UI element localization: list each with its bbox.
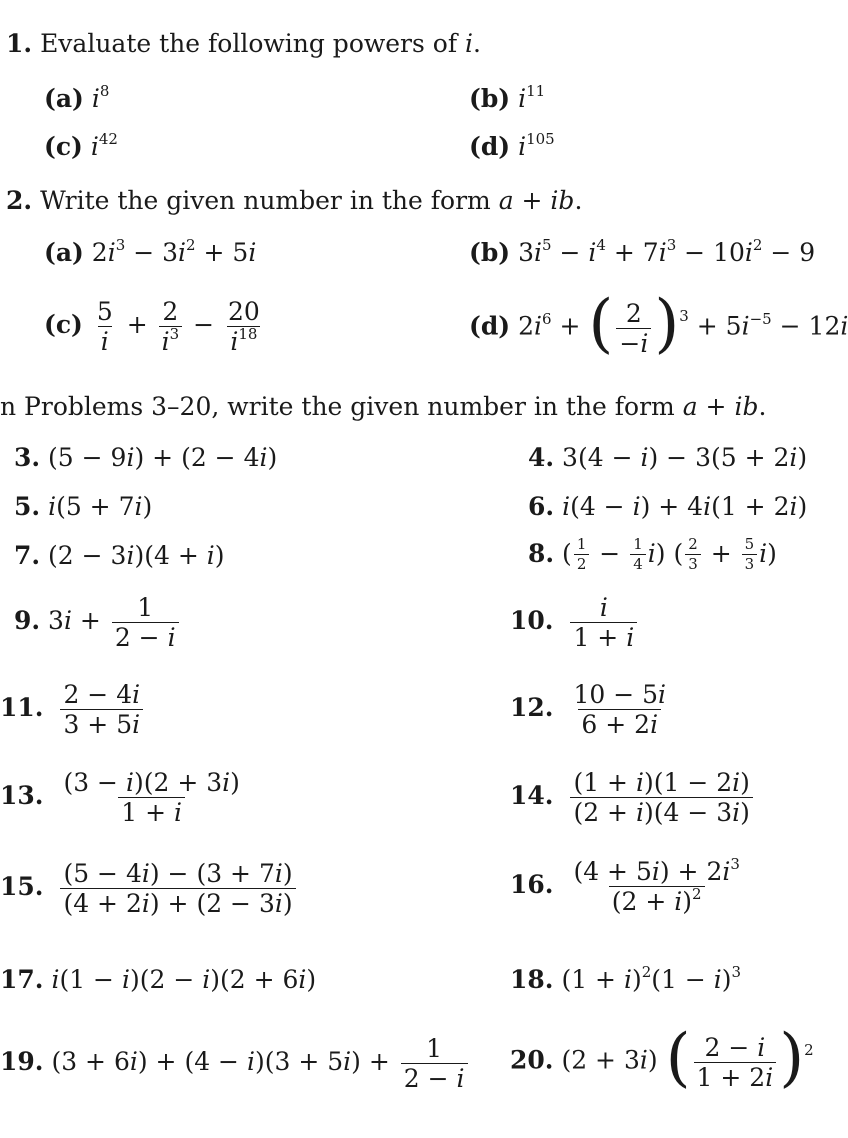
part-label: (c) (44, 132, 83, 161)
problem-2d: (d) $2i^6$ + ( $\frac{2}{-i}$ )$^3 + 5i^{-5} - 12i$ (469, 287, 848, 361)
problem-number: 9. (14, 606, 41, 635)
part-label: (d) (469, 132, 511, 161)
problem-number: 14. (510, 781, 554, 810)
problem-1-heading: 1. Evaluate the following powers of i. (6, 29, 481, 58)
problem-1d: (d) $i^{105}$ (469, 130, 555, 161)
problem-3: 3. (5 − 9i) + (2 − 4i) (14, 443, 278, 472)
problem-1a: (a) $i^8$ (44, 82, 110, 113)
problem-number: 10. (510, 606, 554, 635)
problem-number: 12. (510, 693, 554, 722)
problem-2-heading: 2. Write the given number in the form a + ib. (6, 186, 583, 215)
problem-number: 1. (6, 29, 33, 58)
problem-17: 17. i(1 − i)(2 − i)(2 + 6i) (0, 965, 317, 994)
problem-16: 16. $\frac{(4 + 5i) + 2i^3}{(2 + i)^2}$ (510, 855, 740, 916)
problem-1c: (c) $i^{42}$ (44, 130, 118, 161)
problem-18: 18. $(1 + i)^2(1 - i)^3$ (510, 963, 742, 994)
problem-text: Write the given number in the form (40, 186, 491, 215)
problem-20: 20. (2 + 3i) ( $\frac{2 - i}{1 + 2i}$ )$^2$ (510, 1021, 814, 1095)
problem-number: 4. (528, 443, 555, 472)
problem-15: 15. $\frac{(5 - 4i) - (3 + 7i)}{(4 + 2i) + (2 - 3i)}$ (0, 861, 299, 916)
problem-number: 13. (0, 781, 44, 810)
part-label: (b) (469, 84, 511, 113)
problem-variable: i (465, 29, 474, 58)
problem-number: 5. (14, 492, 41, 521)
part-label: (c) (44, 310, 83, 339)
problem-number: 2. (6, 186, 33, 215)
problem-text: Evaluate the following powers of (40, 29, 458, 58)
intro-text: n Problems 3–20, write the given number in the form (0, 392, 675, 421)
form-expression: a + ib (498, 186, 575, 215)
problem-number: 6. (528, 492, 555, 521)
problem-number: 3. (14, 443, 41, 472)
problem-19: 19. (3 + 6i) + (4 − i)(3 + 5i) + $\frac{1}{2 - i}$ (0, 1036, 471, 1091)
part-label: (b) (469, 238, 511, 267)
problem-2c: (c) $\frac{5}{i}$ + $\frac{2}{i^3}$ − $\frac{20}{i^{18}}$ (44, 297, 260, 356)
problem-5: 5. i(5 + 7i) (14, 492, 153, 521)
problem-2b: (b) $3i^5 - i^4 + 7i^3 - 10i^2 - 9$ (469, 236, 816, 267)
problems-3-20-intro: n Problems 3–20, write the given number in the form a + ib. (0, 392, 767, 421)
problem-number: 8. (528, 539, 555, 568)
problem-6: 6. i(4 − i) + 4i(1 + 2i) (528, 492, 808, 521)
part-label: (d) (469, 311, 511, 341)
problem-number: 19. (0, 1047, 44, 1076)
problem-8: 8. ( $\frac{1}{2}$ − $\frac{1}{4}$ i) ( $\frac{2}{3}$ + $\frac{5}{3}$ i) (528, 535, 777, 573)
problem-number: 11. (0, 693, 44, 722)
problem-9: 9. 3i + $\frac{1}{2 - i}$ (14, 595, 182, 650)
problem-12: 12. $\frac{10 - 5i}{6 + 2i}$ (510, 680, 667, 739)
part-label: (a) (44, 84, 84, 113)
part-label: (a) (44, 238, 84, 267)
problem-number: 7. (14, 541, 41, 570)
problem-1b: (b) $i^{11}$ (469, 82, 546, 113)
problem-13: 13. $\frac{(3 - i)(2 + 3i)}{1 + i}$ (0, 768, 240, 827)
problem-4: 4. 3(4 − i) − 3(5 + 2i) (528, 443, 808, 472)
problem-number: 15. (0, 872, 44, 901)
problem-number: 16. (510, 870, 554, 899)
problem-14: 14. $\frac{(1 + i)(1 - 2i)}{(2 + i)(4 - 3i)}$ (510, 770, 756, 825)
problem-2a: (a) $2i^3 - 3i^2 + 5i$ (44, 236, 257, 267)
problem-number: 18. (510, 965, 554, 994)
problem-7: 7. (2 − 3i)(4 + i) (14, 541, 225, 570)
form-expression: a + ib (682, 392, 759, 421)
problem-number: 17. (0, 965, 44, 994)
problem-11: 11. $\frac{2 - 4i}{3 + 5i}$ (0, 682, 146, 737)
problem-10: 10. $\frac{i}{1 + i}$ (510, 595, 640, 650)
problem-number: 20. (510, 1045, 554, 1075)
